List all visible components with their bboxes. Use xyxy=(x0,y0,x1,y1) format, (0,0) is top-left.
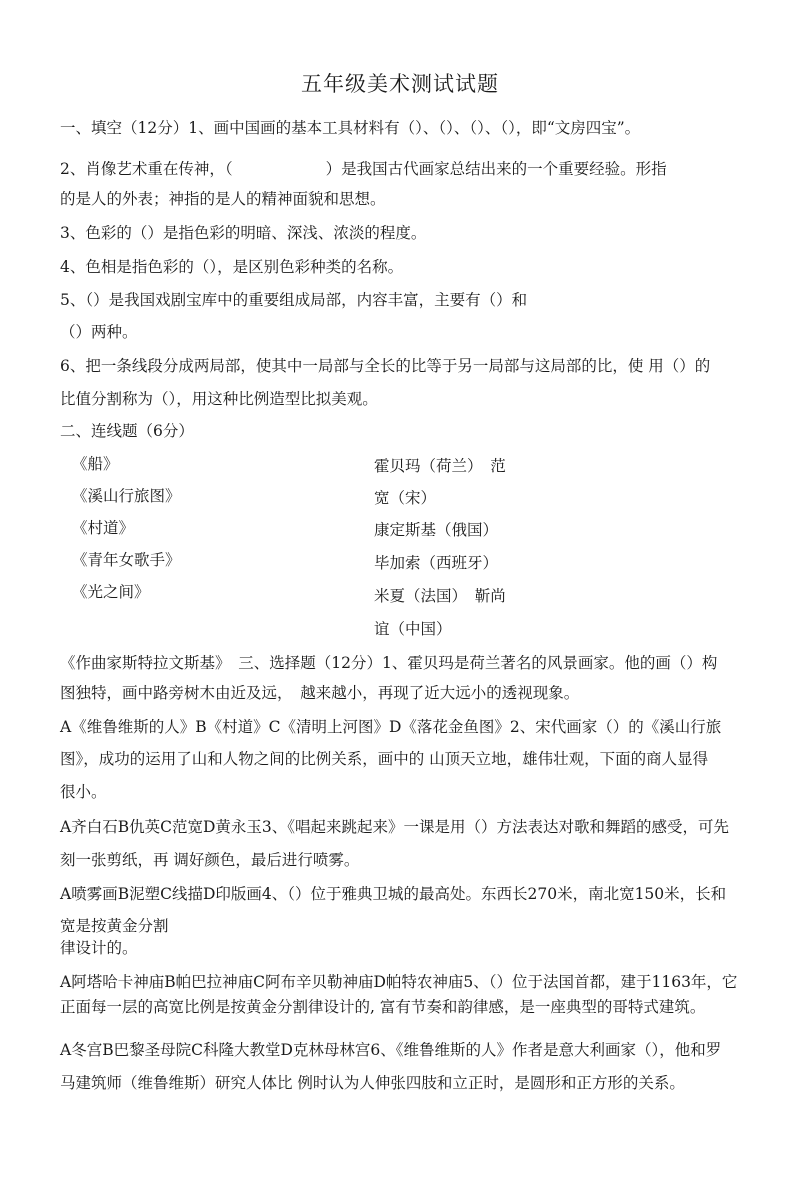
choice-section-line: 宽是按黄金分割 xyxy=(60,917,169,935)
matching-left-item: 《村道》 xyxy=(72,519,135,537)
choice-section-line: 刻一张剪纸，再 调好颜色，最后进行喷雾。 xyxy=(60,851,360,869)
choice-section-line: 正面每一层的高宽比例是按黄金分割律设计的, 富有节奏和韵律感，是一座典型的哥特式建筑。 xyxy=(60,998,706,1016)
matching-left-item: 《光之间》 xyxy=(72,583,150,601)
fill-blank-question-3: 3、色彩的（）是指色彩的明暗、深浅、浓淡的程度。 xyxy=(60,224,427,242)
choice-section-line: 马建筑师（维鲁维斯）研究人体比 例时认为人伸张四肢和立正时，是圆形和正方形的关系。 xyxy=(60,1074,685,1092)
fill-blank-question-4: 4、色相是指色彩的（），是区别色彩种类的名称。 xyxy=(60,258,404,276)
matching-right-item: 米夏（法国） 靳尚 xyxy=(374,587,506,605)
matching-right-item: 康定斯基（俄国） xyxy=(374,521,499,539)
choice-section-line: 很小。 xyxy=(60,783,107,801)
matching-section-heading: 二、连线题（6分） xyxy=(60,422,194,440)
choice-section-line: 图独特，画中路旁树木由近及远， 越来越小，再现了近大远小的透视现象。 xyxy=(60,684,580,702)
fill-blank-question-5-line-2: （）两种。 xyxy=(60,323,138,341)
choice-section-line: A《维鲁维斯的人》B《村道》C《清明上河图》D《落花金鱼图》2、宋代画家（）的《溪山行旅 xyxy=(60,718,722,736)
matching-right-item: 谊（中国） xyxy=(374,620,452,638)
fill-blank-question-5-line-1: 5、（）是我国戏剧宝库中的重要组成局部，内容丰富，主要有（）和 xyxy=(60,291,528,309)
choice-section-line: A阿塔哈卡神庙B帕巴拉神庙C阿布辛贝勒神庙D帕特农神庙5、（）位于法国首都，建于1163年，它 xyxy=(60,973,738,991)
matching-left-item: 《船》 xyxy=(72,455,119,473)
matching-left-item: 《溪山行旅图》 xyxy=(72,487,181,505)
fill-blank-question-2-line-2: 的是人的外表；神指的是人的精神面貌和思想。 xyxy=(60,190,386,208)
fill-blank-question-6-line-2: 比值分割称为（），用这种比例造型比拟美观。 xyxy=(60,390,378,408)
fill-blank-question-1: 一、填空（12分）1、画中国画的基本工具材料有（）、（）、（）、（），即“文房四宝”。 xyxy=(60,119,641,137)
matching-right-item: 宽（宋） xyxy=(374,489,437,507)
choice-section-line: 《作曲家斯特拉文斯基》 三、选择题（12分）1、霍贝玛是荷兰著名的风景画家。他的画（）构 xyxy=(60,654,718,672)
matching-left-item: 《青年女歌手》 xyxy=(72,551,181,569)
choice-section-line: A喷雾画B泥塑C线描D印版画4、（）位于雅典卫城的最高处。东西长270米，南北宽150米，长和 xyxy=(60,885,727,903)
fill-blank-question-2-line-1: 2、肖像艺术重在传神，（ ）是我国古代画家总结出来的一个重要经验。形指 xyxy=(60,160,667,178)
choice-section-line: A冬宫B巴黎圣母院C科隆大教堂D克林母林宫6、《维鲁维斯的人》作者是意大利画家（），他和罗 xyxy=(60,1041,722,1059)
matching-right-item: 毕加索（西班牙） xyxy=(374,554,499,572)
choice-section-line: A齐白石B仇英C范宽D黄永玉3、《唱起来跳起来》一课是用（）方法表达对歌和舞蹈的感受，可先 xyxy=(60,818,729,836)
choice-section-line: 律设计的。 xyxy=(60,939,138,957)
matching-right-item: 霍贝玛（荷兰） 范 xyxy=(374,457,506,475)
choice-section-line: 图》，成功的运用了山和人物之间的比例关系，画中的 山顶天立地，雄伟壮观，下面的商人显得 xyxy=(60,750,709,768)
page-title: 五年级美术测试试题 xyxy=(301,72,499,96)
fill-blank-question-6-line-1: 6、把一条线段分成两局部，使其中一局部与全长的比等于另一局部与这局部的比，使 用（）的 xyxy=(60,357,711,375)
